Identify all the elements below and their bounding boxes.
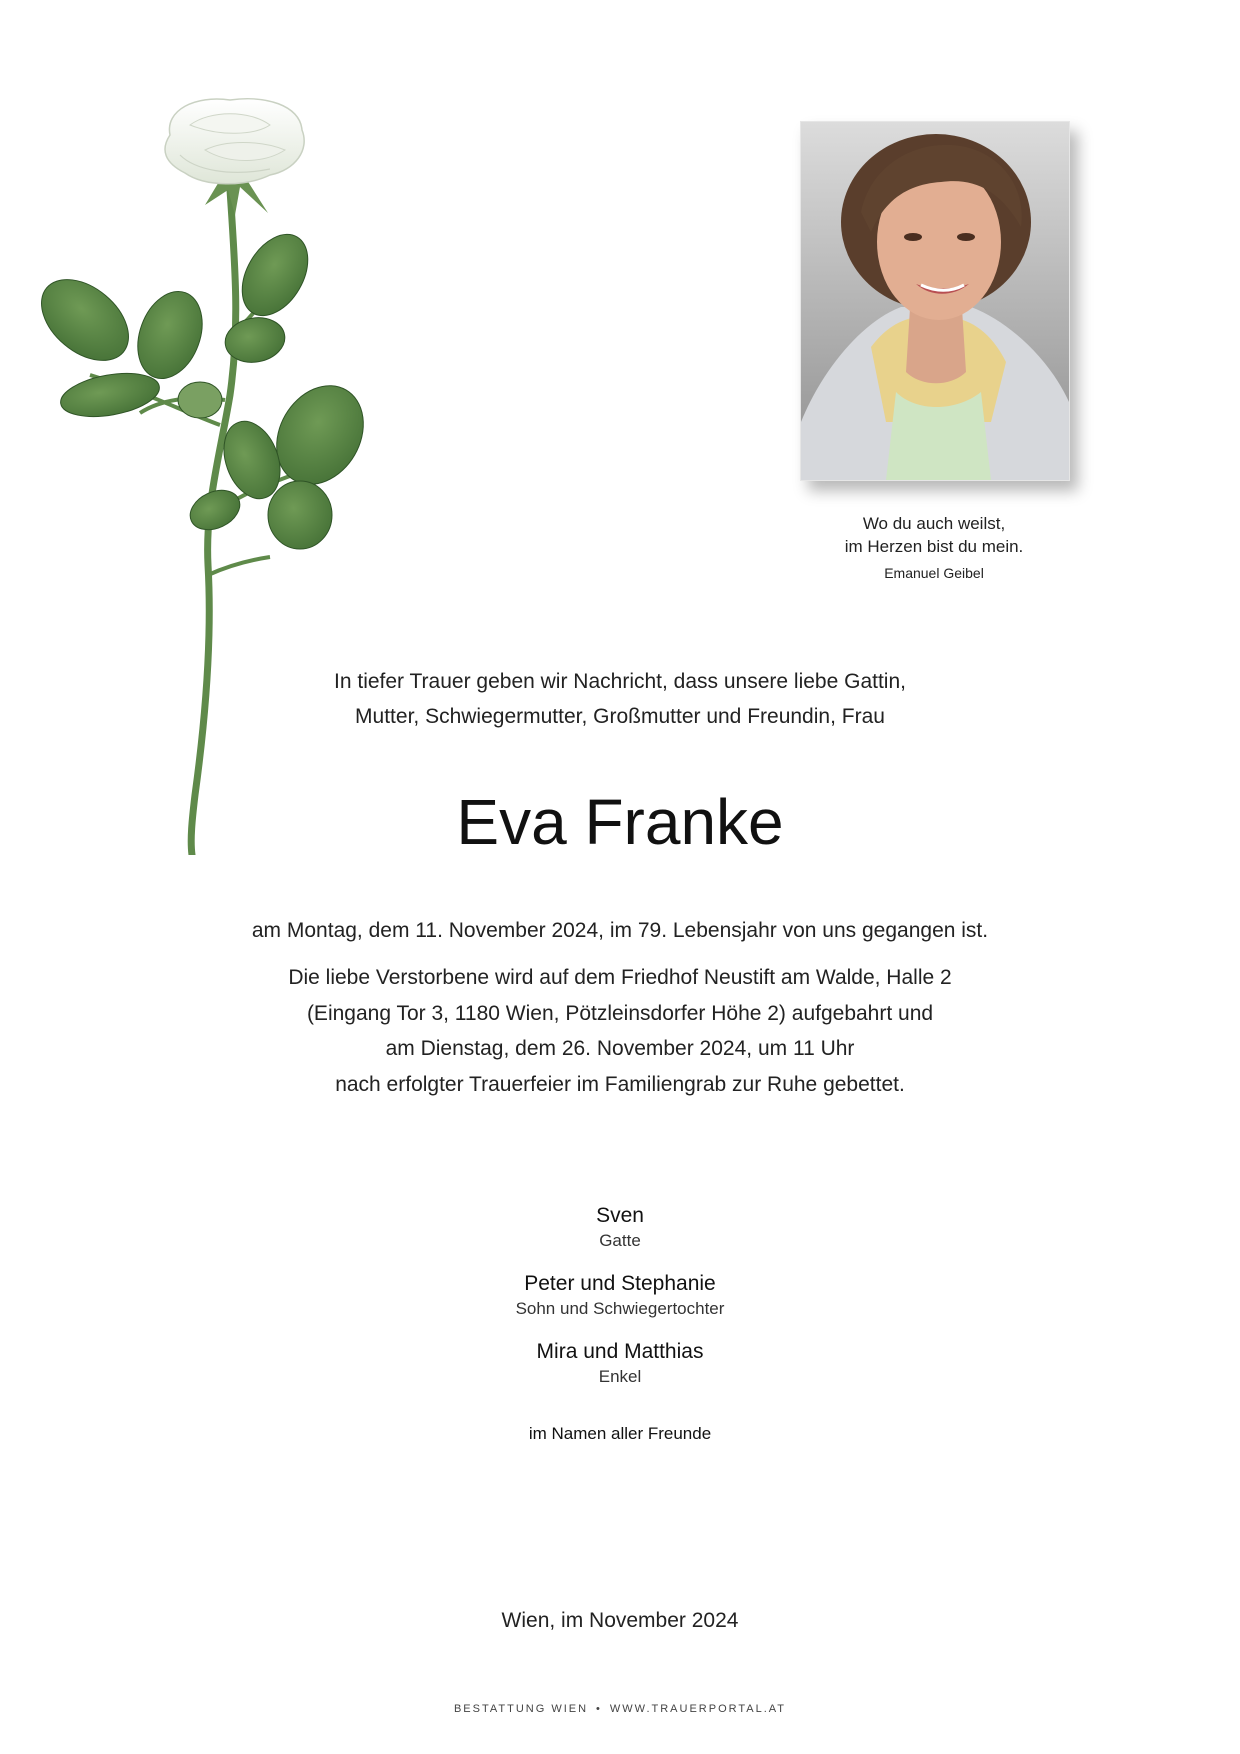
white-rose-icon: [30, 95, 410, 855]
mourner-relation: Enkel: [598, 1367, 642, 1386]
mourner-relation: Gatte: [599, 1231, 641, 1250]
mourner-name: Mira und Matthias: [536, 1340, 704, 1363]
funeral-line-1: Die liebe Verstorbene wird auf dem Friedhof Neustift am Walde, Halle 2: [288, 966, 952, 989]
mourners-list: [370, 1202, 870, 1446]
footer-separator: •: [596, 1703, 602, 1715]
mourner-name: Peter und Stephanie: [524, 1272, 716, 1295]
death-date-line: am Montag, dem 11. November 2024, im 79. Lebensjahr von uns gegangen ist.: [251, 919, 989, 942]
memorial-quote: [764, 512, 1104, 585]
place-date: Wien, im November 2024: [501, 1609, 739, 1632]
mourner-relation: Sohn und Schwiegertochter: [515, 1299, 725, 1318]
mourner-entry: [370, 1338, 870, 1388]
portrait-photo: [800, 121, 1070, 481]
quote-author: Emanuel Geibel: [884, 565, 984, 581]
quote-line-2: im Herzen bist du mein.: [844, 537, 1024, 556]
deceased-name: Eva Franke: [456, 786, 784, 858]
closing-line: im Namen aller Freunde: [528, 1424, 712, 1443]
footer: [320, 1703, 920, 1715]
mourner-name: Sven: [596, 1204, 644, 1227]
mourner-entry: [370, 1270, 870, 1320]
footer-website-link[interactable]: WWW.TRAUERPORTAL.AT: [609, 1703, 787, 1715]
announcement-intro: [240, 664, 1000, 734]
intro-line-1: In tiefer Trauer geben wir Nachricht, dass unsere liebe Gattin,: [334, 670, 906, 693]
funeral-line-4: nach erfolgter Trauerfeier im Familiengrab zur Ruhe gebettet.: [335, 1072, 905, 1096]
footer-company: BESTATTUNG WIEN: [453, 1703, 589, 1715]
mourner-entry: [370, 1202, 870, 1252]
funeral-line-2: (Eingang Tor 3, 1180 Wien, Pötzleinsdorfer Höhe 2) aufgebahrt und: [306, 1001, 934, 1025]
intro-line-2: Mutter, Schwiegermutter, Großmutter und Freundin, Frau: [355, 705, 885, 728]
funeral-line-3: am Dienstag, dem 26. November 2024, um 11 Uhr: [385, 1037, 855, 1060]
quote-line-1: Wo du auch weilst,: [862, 514, 1006, 533]
funeral-details: [200, 960, 1040, 1102]
